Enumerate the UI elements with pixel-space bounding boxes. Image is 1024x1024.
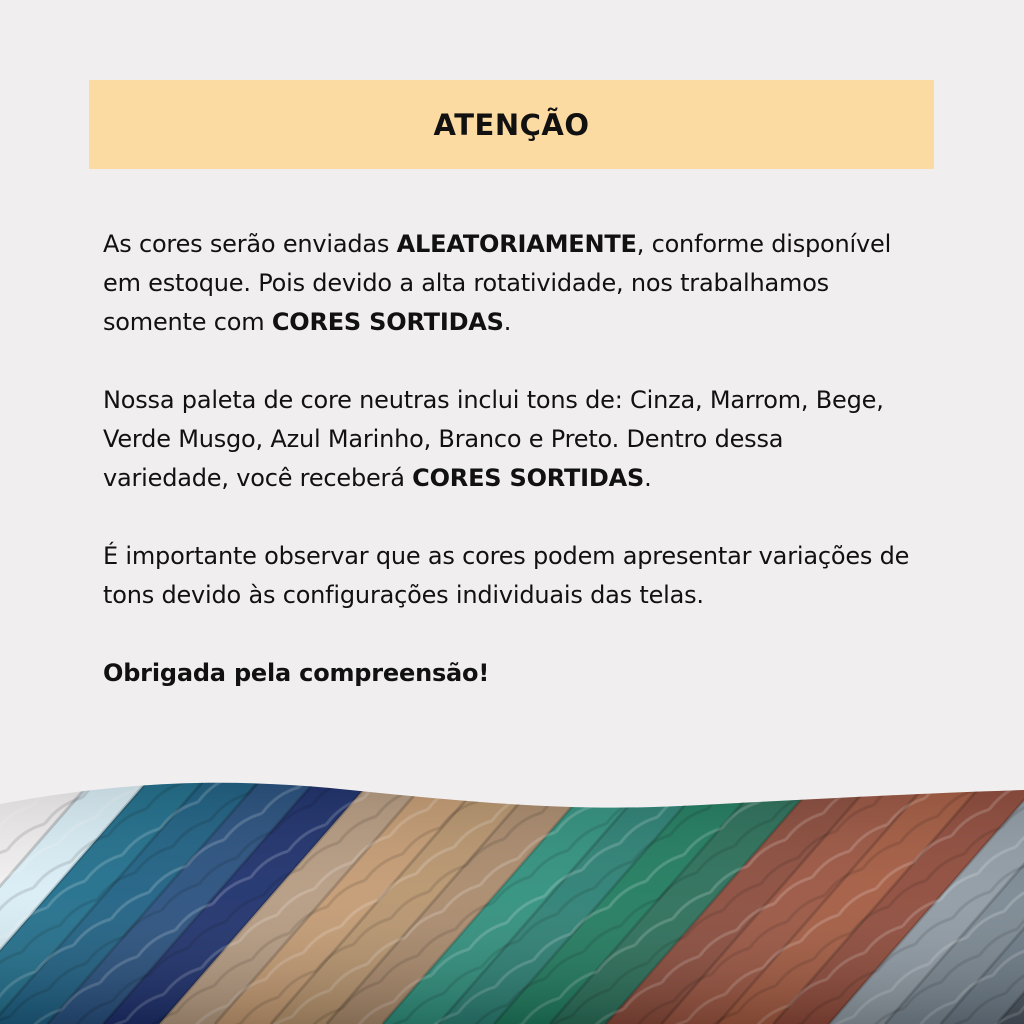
- emphasis-assorted-colors: CORES SORTIDAS: [412, 464, 645, 492]
- text-span: , conforme disponível em estoque. Pois devido a alta rotatividade, nos trabalhamos somente com: [103, 230, 892, 336]
- message-body: [103, 225, 913, 693]
- banner-title: ATENÇÃO: [433, 107, 590, 142]
- fabric-shading: [0, 760, 1024, 1024]
- paragraph-color-palette: [103, 381, 913, 498]
- text-span: .: [644, 464, 652, 492]
- text-span: É importante observar que as cores podem apresentar variações de tons devido às configurações individuais das telas.: [103, 542, 910, 609]
- fabric-swatches-image: [0, 760, 1024, 1024]
- attention-banner: [89, 80, 934, 169]
- text-span: .: [503, 308, 512, 336]
- text-span: As cores serão enviadas: [103, 230, 397, 258]
- text-span: Nossa paleta de core neutras inclui tons de: Cinza, Marrom, Bege, Verde Musgo, Azul Marinho, Branco e Preto. Dentro dessa variedade, você receberá: [103, 386, 884, 492]
- paragraph-random-colors: [103, 225, 913, 342]
- paragraph-screen-variation: [103, 537, 913, 615]
- emphasis-random: ALEATORIAMENTE: [396, 230, 637, 258]
- closing-thanks: Obrigada pela compreensão!: [103, 659, 490, 687]
- emphasis-assorted-colors: CORES SORTIDAS: [271, 308, 504, 336]
